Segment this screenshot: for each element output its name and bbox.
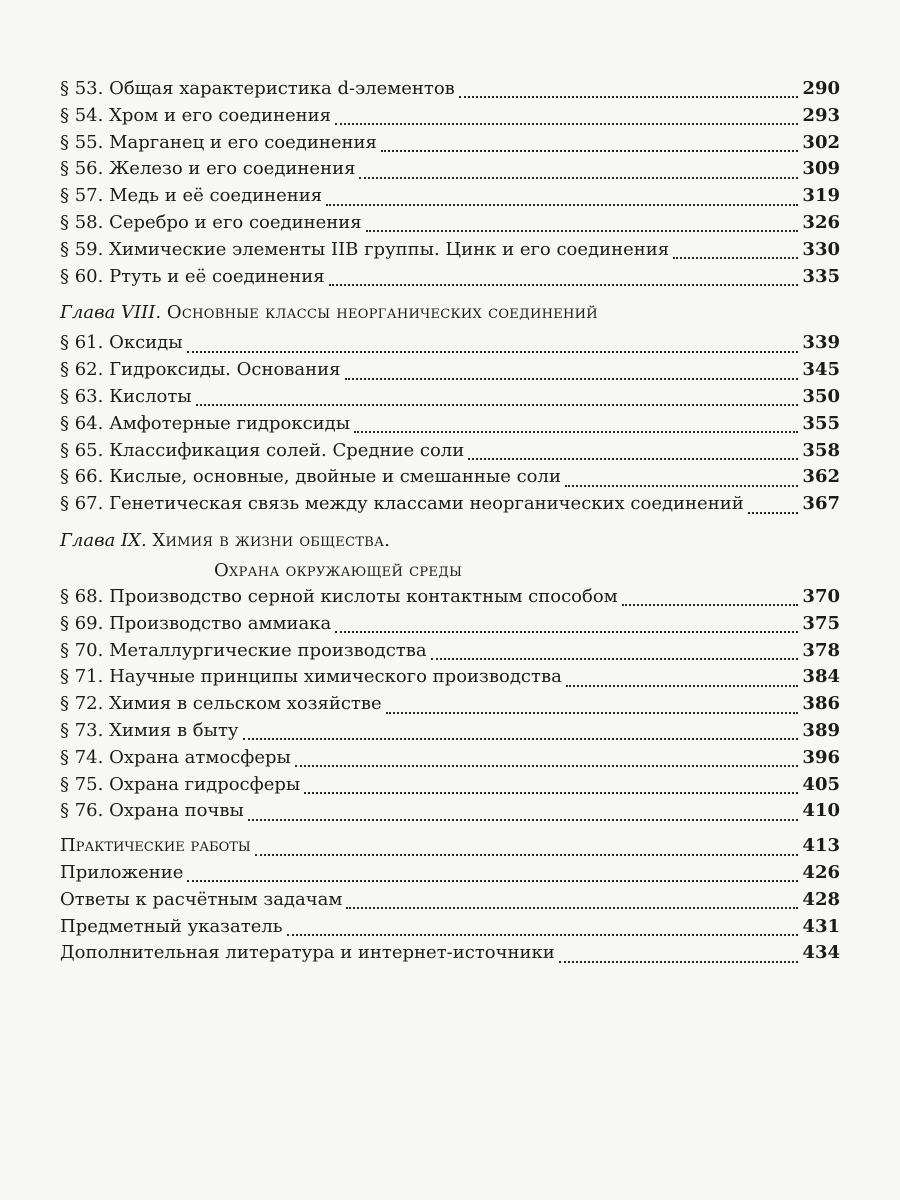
toc-entry-title: § 68. Производство серной кислоты контактным способом bbox=[60, 585, 618, 607]
toc-entry-page: 309 bbox=[802, 158, 840, 180]
toc-entry bbox=[60, 942, 840, 969]
toc-entry bbox=[60, 586, 840, 613]
dot-leader bbox=[295, 763, 799, 767]
toc-entry bbox=[60, 386, 840, 413]
toc-entry-title: Ответы к расчётным задачам bbox=[60, 888, 343, 910]
toc-entry-title: § 60. Ртуть и её соединения bbox=[60, 265, 325, 287]
toc-entry bbox=[60, 413, 840, 440]
toc-entry bbox=[60, 359, 840, 386]
toc-entry-title: Предметный указатель bbox=[60, 915, 283, 937]
toc-entry-page: 428 bbox=[802, 888, 840, 910]
toc-entry-page: 396 bbox=[802, 746, 840, 768]
dot-leader bbox=[243, 736, 799, 740]
toc-entry-title: § 76. Охрана почвы bbox=[60, 800, 244, 822]
toc-entry-page: 293 bbox=[802, 104, 840, 126]
dot-leader bbox=[187, 878, 798, 882]
toc-entry-title: Дополнительная литература и интернет-источники bbox=[60, 942, 555, 964]
dot-leader bbox=[566, 683, 799, 687]
toc-entry-page: 362 bbox=[802, 466, 840, 488]
toc-entry bbox=[60, 693, 840, 720]
toc-entry-page: 330 bbox=[802, 238, 840, 260]
dot-leader bbox=[329, 282, 799, 286]
toc-entry-title: § 56. Железо и его соединения bbox=[60, 158, 356, 180]
dot-leader bbox=[431, 656, 799, 660]
dot-leader bbox=[335, 121, 798, 125]
toc-entry bbox=[60, 889, 840, 916]
chapter-heading-9 bbox=[60, 530, 840, 560]
toc-entry-page: 389 bbox=[802, 719, 840, 741]
toc-entry-title: § 75. Охрана гидросферы bbox=[60, 773, 301, 795]
toc-entry-title: § 67. Генетическая связь между классами неорганических соединений bbox=[60, 493, 744, 515]
toc-entry-page: 290 bbox=[802, 78, 840, 99]
toc-entry-page: 358 bbox=[802, 439, 840, 461]
dot-leader bbox=[345, 376, 799, 380]
toc-entry-page: 434 bbox=[802, 942, 840, 964]
toc-entry-title: § 57. Медь и её соединения bbox=[60, 185, 323, 207]
dot-leader bbox=[748, 510, 799, 514]
dot-leader bbox=[326, 202, 798, 206]
dot-leader bbox=[622, 602, 799, 606]
dot-leader bbox=[381, 148, 799, 152]
dot-leader bbox=[354, 429, 798, 433]
toc-entry-page: 302 bbox=[802, 131, 840, 153]
toc-entry-title: § 71. Научные принципы химического производства bbox=[60, 666, 562, 688]
toc-entry-title: § 65. Классификация солей. Средние соли bbox=[60, 439, 465, 461]
toc-entry-page: 386 bbox=[802, 693, 840, 715]
dot-leader bbox=[386, 710, 799, 714]
dot-leader bbox=[468, 456, 798, 460]
toc-entry-title: § 66. Кислые, основные, двойные и смешанные соли bbox=[60, 466, 561, 488]
toc-entry bbox=[60, 613, 840, 640]
dot-leader bbox=[359, 175, 798, 179]
toc-entry bbox=[60, 916, 840, 943]
toc-entry-title: § 63. Кислоты bbox=[60, 385, 192, 407]
toc-entry bbox=[60, 132, 840, 159]
chapter-number: Глава VIII. bbox=[60, 302, 162, 324]
toc-entry-title: § 53. Общая характеристика d-элементов bbox=[60, 78, 455, 99]
toc-entry bbox=[60, 800, 840, 827]
toc-group-sections-b bbox=[60, 332, 840, 520]
dot-leader bbox=[287, 932, 799, 936]
chapter-title-line2: Охрана окружающей среды bbox=[214, 559, 463, 581]
toc-entry bbox=[60, 185, 840, 212]
toc-entry-title: § 70. Металлургические производства bbox=[60, 639, 427, 661]
toc-group-sections-a bbox=[60, 78, 840, 292]
toc-entry bbox=[60, 493, 840, 520]
toc-entry bbox=[60, 332, 840, 359]
toc-entry-title: § 59. Химические элементы IIB группы. Цинк и его соединения bbox=[60, 238, 670, 260]
dot-leader bbox=[673, 255, 798, 259]
toc-entry bbox=[60, 158, 840, 185]
dot-leader bbox=[459, 94, 799, 98]
dot-leader bbox=[346, 905, 798, 909]
toc-group-sections-c bbox=[60, 586, 840, 827]
toc-entry-page: 384 bbox=[802, 666, 840, 688]
toc-entry-page: 431 bbox=[802, 915, 840, 937]
chapter-number: Глава IX. bbox=[60, 529, 147, 551]
toc-entry-page: 326 bbox=[802, 211, 840, 233]
dot-leader bbox=[255, 852, 799, 856]
toc-entry bbox=[60, 640, 840, 667]
toc-entry-page: 367 bbox=[802, 493, 840, 515]
chapter-title: Химия в жизни общества. bbox=[152, 529, 391, 551]
toc-entry-page: 405 bbox=[802, 773, 840, 795]
toc-entry-page: 345 bbox=[802, 359, 840, 381]
toc-entry-title: § 64. Амфотерные гидроксиды bbox=[60, 412, 351, 434]
toc-entry bbox=[60, 862, 840, 889]
toc-entry bbox=[60, 239, 840, 266]
dot-leader bbox=[187, 349, 799, 353]
dot-leader bbox=[196, 402, 799, 406]
toc-entry bbox=[60, 266, 840, 293]
toc-entry bbox=[60, 747, 840, 774]
dot-leader bbox=[335, 629, 798, 633]
dot-leader bbox=[304, 790, 798, 794]
toc-entry-title: § 55. Марганец и его соединения bbox=[60, 131, 377, 153]
toc-entry-page: 370 bbox=[802, 585, 840, 607]
toc-entry-title: § 62. Гидроксиды. Основания bbox=[60, 359, 341, 381]
toc-entry-page: 355 bbox=[802, 412, 840, 434]
toc-entry-page: 413 bbox=[802, 835, 840, 857]
toc-entry-page: 426 bbox=[802, 861, 840, 883]
spacer bbox=[60, 827, 840, 835]
toc-entry bbox=[60, 466, 840, 493]
dot-leader bbox=[559, 959, 799, 963]
toc-entry-page: 350 bbox=[802, 385, 840, 407]
toc-entry bbox=[60, 720, 840, 747]
toc-entry-page: 339 bbox=[802, 332, 840, 354]
toc-entry-page: 375 bbox=[802, 612, 840, 634]
chapter-title: Основные классы неорганических соединений bbox=[166, 302, 598, 324]
toc-entry-page: 335 bbox=[802, 265, 840, 287]
chapter-heading-8 bbox=[60, 302, 840, 332]
toc-entry bbox=[60, 105, 840, 132]
toc-entry-title: § 74. Охрана атмосферы bbox=[60, 746, 291, 768]
toc-entry bbox=[60, 78, 840, 105]
toc-entry bbox=[60, 440, 840, 467]
toc-group-back-matter bbox=[60, 835, 840, 969]
toc-entry bbox=[60, 835, 840, 862]
dot-leader bbox=[565, 483, 798, 487]
toc-entry-page: 319 bbox=[802, 185, 840, 207]
toc-entry-title: § 72. Химия в сельском хозяйстве bbox=[60, 693, 382, 715]
toc-entry bbox=[60, 212, 840, 239]
toc-entry-title: § 54. Хром и его соединения bbox=[60, 104, 331, 126]
toc-entry-title: § 58. Серебро и его соединения bbox=[60, 211, 362, 233]
table-of-contents bbox=[60, 78, 840, 969]
toc-entry-title: § 61. Оксиды bbox=[60, 332, 183, 354]
toc-entry-title: Практические работы bbox=[60, 835, 251, 857]
toc-entry bbox=[60, 666, 840, 693]
toc-entry-page: 378 bbox=[802, 639, 840, 661]
toc-entry-title: § 69. Производство аммиака bbox=[60, 612, 332, 634]
toc-entry bbox=[60, 774, 840, 801]
toc-entry-page: 410 bbox=[802, 800, 840, 822]
dot-leader bbox=[248, 817, 799, 821]
toc-entry-title: Приложение bbox=[60, 861, 184, 883]
toc-entry-title: § 73. Химия в быту bbox=[60, 719, 239, 741]
dot-leader bbox=[366, 228, 799, 232]
